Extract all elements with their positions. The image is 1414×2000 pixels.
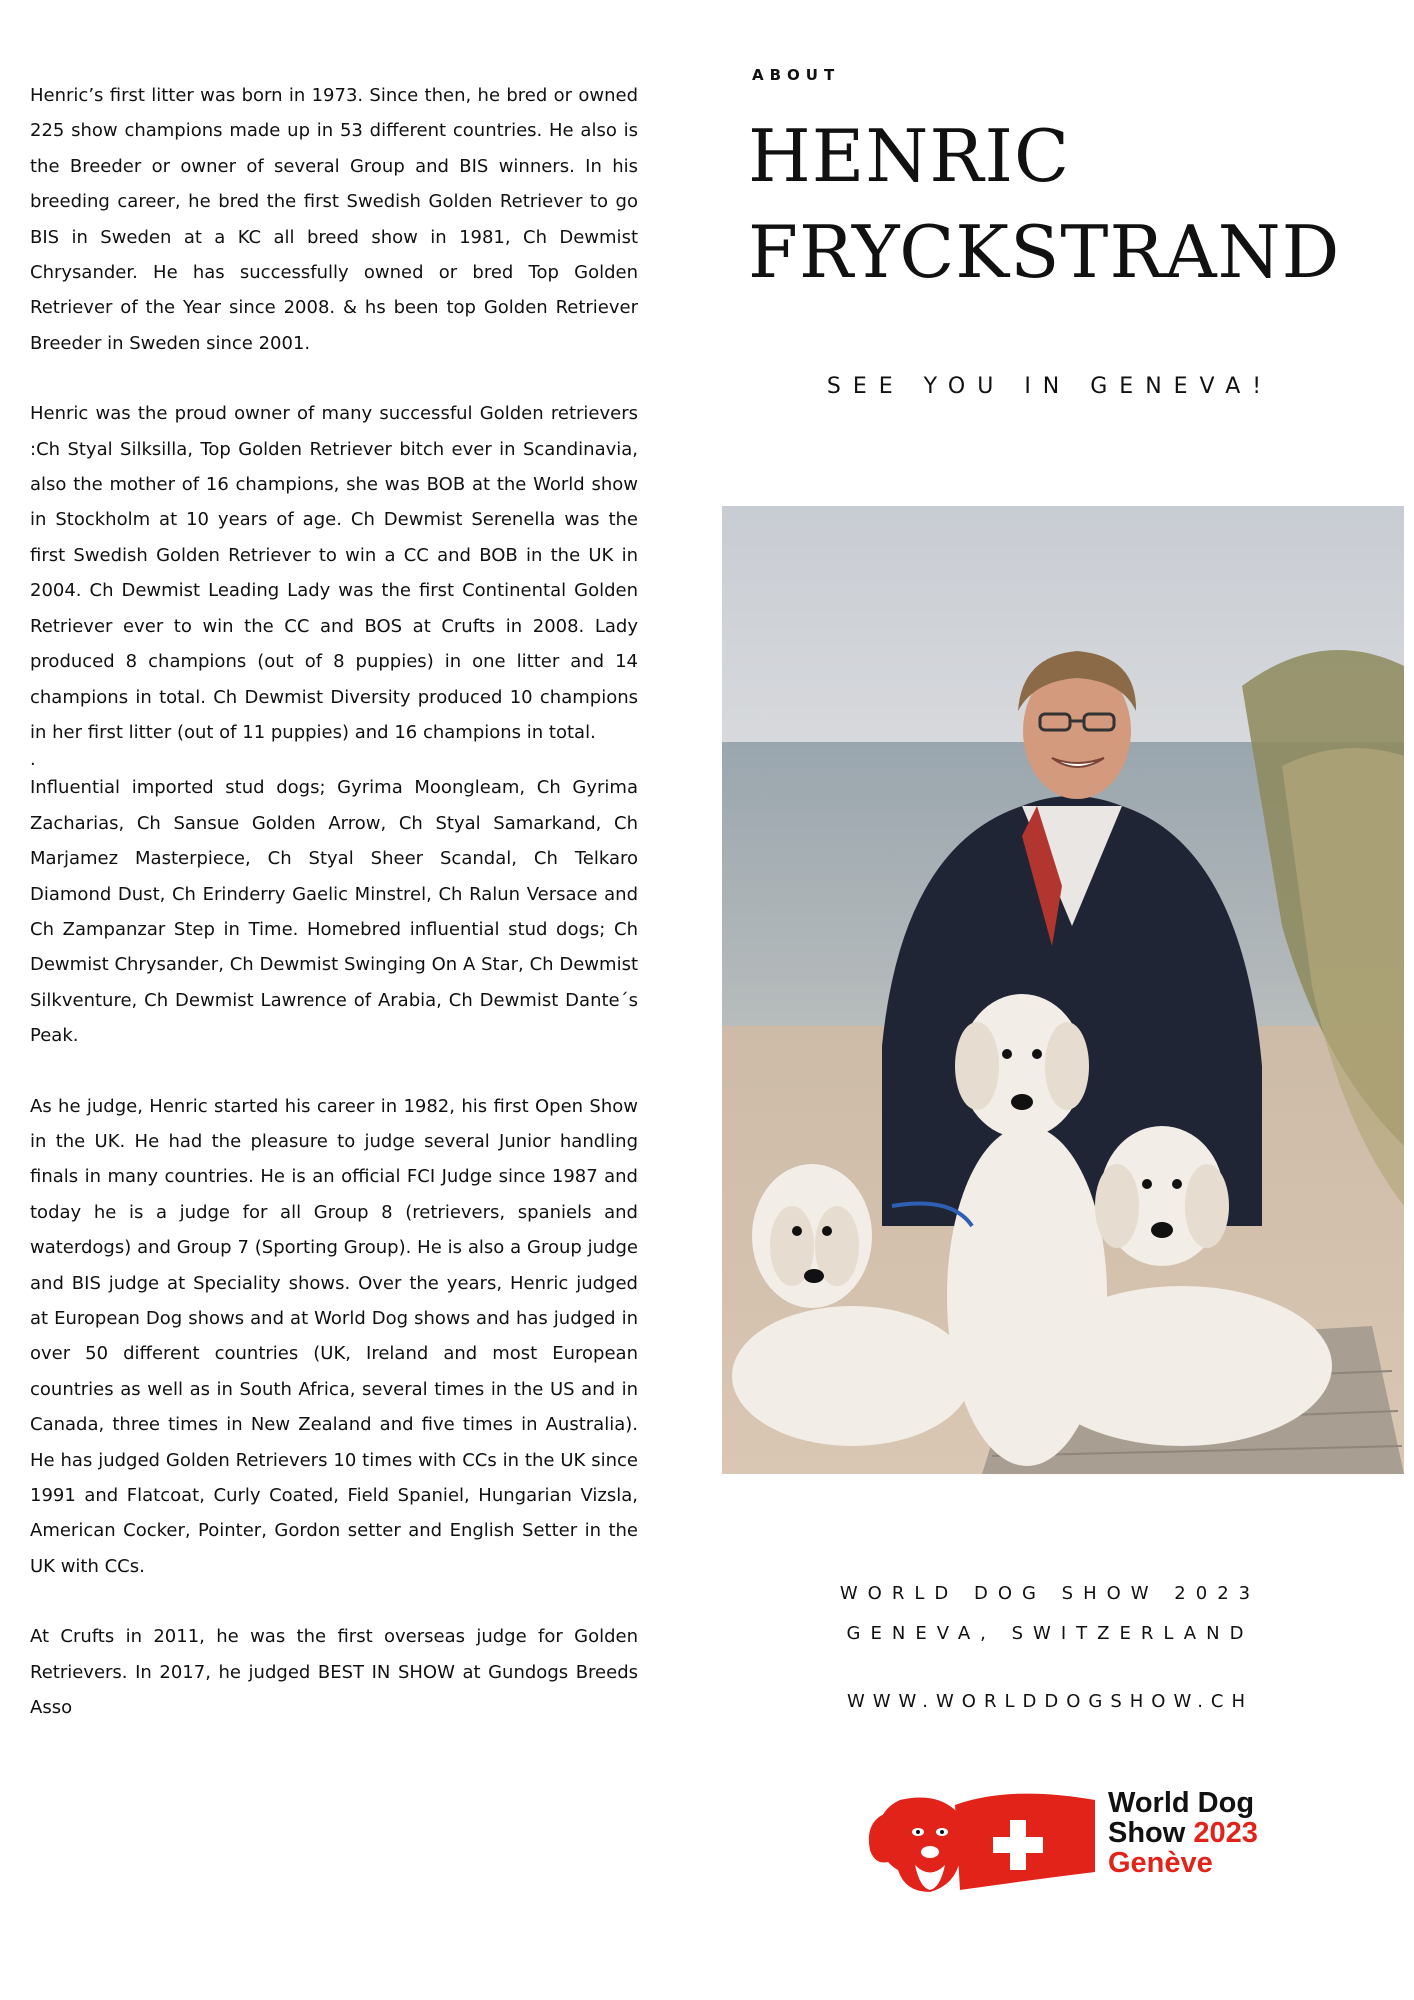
saint-bernard-flag-icon [860,1780,1100,1900]
event-title: WORLD DOG SHOW 2023 [839,1583,1261,1604]
website-link[interactable]: WWW.WORLDDOGSHOW.CH [846,1691,1254,1712]
logo-line-show: Show [1108,1817,1194,1849]
bio-paragraph-breeding: Henric’s first litter was born in 1973. Since then, he bred or owned 225 show champions made up in 53 different countries. He also is the Breeder or owner of several Group and BIS winners. In his breeding career, he bred the first Swedish Golden Retriever to go BIS in Sweden at a KC all breed show in 1981, Ch Dewmist Chrysander. He has successfully owned or bred Top Golden Retriever of the Year since 2008. & hs been top Golden Retriever Breeder in Sweden since 2001. [30,85,638,354]
person-last-name: FRYCKSTRAND [748,210,1341,294]
bio-paragraph-judging: As he judge, Henric started his career in 1982, his first Open Show in the UK. He had the pleasure to judge several Junior handling finals in many countries. He is an official FCI Judge since 1987 and today he is a judge for all Group 8 (retrievers, spaniels and waterdogs) and Group 7 (Sporting Group). He is also a Group judge and BIS judge at Speciality shows. Over the years, Henric judged at European Dog shows and at World Dog shows and has judged in over 50 different countries (UK, Ireland and most European countries as well as in South Africa, several times in the US and in Canada, three times in New Zealand and five times in Australia). He has judged Golden Retrievers 10 times with CCs in the UK since 1991 and Flatcoat, Curly Coated, Field Spaniel, Hungarian Vizsla, American Cocker, Pointer, Gordon setter and English Setter in the UK with CCs. [30,1095,638,1577]
logo-line-year: 2023 [1193,1817,1258,1849]
world-dog-show-logo [860,1780,1300,1900]
bio-paragraph-crufts: At Crufts in 2011, he was the first overseas judge for Golden Retrievers. In 2017, he judged BEST IN SHOW at Gundogs Breeds Asso [30,1626,638,1719]
event-location: GENEVA, SWITZERLAND [846,1623,1254,1644]
bio-paragraph-stud-dogs: Influential imported stud dogs; Gyrima Moongleam, Ch Gyrima Zacharias, Ch Sansue Golden Arrow, Ch Styal Samarkand, Ch Marjamez Masterpiece, Ch Styal Sheer Scandal, Ch Telkaro Diamond Dust, Ch Erinderry Gaelic Minstrel, Ch Ralun Versace and Ch Zampanzar Step in Time. Homebred influential stud dogs; Ch Dewmist Chrysander, Ch Dewmist Swinging On A Star, Ch Dewmist Silkventure, Ch Dewmist Lawrence of Arabia, Ch Dewmist Dante´s Peak. [30,777,638,1047]
bio-separator-dot: . [30,749,36,771]
bio-paragraph-owned-dogs: Henric was the proud owner of many successful Golden retrievers :Ch Styal Silksilla, Top Golden Retriever bitch ever in Scandinavia, also the mother of 16 champions, she was BOB at the World show in Stockholm at 10 years of age. Ch Dewmist Serenella was the first Swedish Golden Retriever to win a CC and BOB in the UK in 2004. Ch Dewmist Leading Lady was the first Continental Golden Retriever ever to win the CC and BOS at Crufts in 2008. Lady produced 8 champions (out of 8 puppies) in one litter and 14 champions in total. Ch Dewmist Diversity produced 10 champions in her first litter (out of 11 puppies) and 16 champions in total. [30,403,638,743]
about-label: ABOUT [752,66,841,84]
logo-wordmark [1108,1788,1258,1878]
logo-line-geneve: Genève [1108,1847,1213,1879]
person-name [748,108,1388,300]
portrait-photo [722,506,1404,1474]
biography-column [30,78,638,1760]
logo-line-world-dog: World Dog [1108,1787,1255,1819]
beach-scene-illustration [722,506,1404,1474]
tagline: SEE YOU IN GENEVA! [826,374,1274,399]
person-first-name: HENRIC [748,114,1071,198]
event-info [700,1574,1400,1712]
